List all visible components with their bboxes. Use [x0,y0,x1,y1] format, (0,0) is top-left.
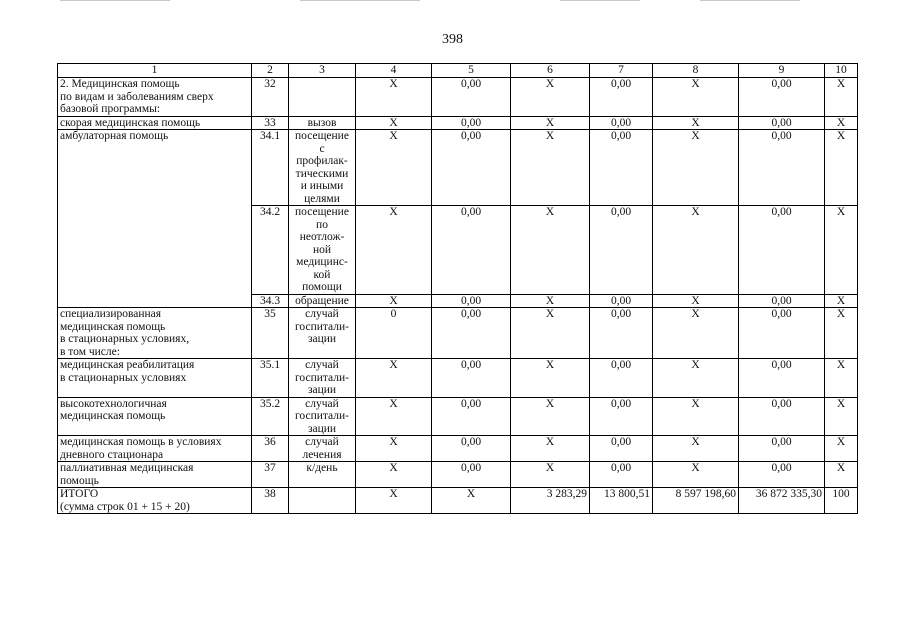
row-unit-text: к/день [306,462,338,474]
table-row [58,116,858,130]
cell-col7: 13 800,51 [590,488,653,514]
cell-col10: 100 [825,488,858,514]
table-row [58,462,858,488]
column-header-3: 3 [289,64,356,78]
column-header-6: 6 [511,64,590,78]
cell-col7: 0,00 [590,130,653,206]
row-name-text: ИТОГО (сумма строк 01 + 15 + 20) [60,488,190,513]
row-unit-text: обращение [295,294,349,307]
cell-col7: 0,00 [590,397,653,436]
cell-col8: X [653,462,739,488]
table-row [58,436,858,462]
cell-col6: X [511,436,590,462]
row-name-text: медицинская реабилитация в стационарных условиях [60,359,195,384]
cell-col8: X [653,397,739,436]
row-unit [289,397,356,436]
cell-col6: X [511,294,590,308]
cell-col5: 0,00 [432,436,511,462]
cell-col10: X [825,206,858,295]
row-name [58,116,252,130]
cell-col9: 0,00 [739,294,825,308]
cell-col7: 0,00 [590,462,653,488]
row-unit [289,130,356,206]
row-unit [289,359,356,398]
row-line-number: 37 [252,462,289,488]
cell-col4: X [356,130,432,206]
cell-col8: X [653,206,739,295]
row-line-number: 34.1 [252,130,289,206]
cell-col8: X [653,436,739,462]
row-unit [289,78,356,117]
cell-col4: X [356,206,432,295]
report-table [57,63,858,514]
cell-col9: 0,00 [739,397,825,436]
cell-col5: 0,00 [432,359,511,398]
cell-col7: 0,00 [590,359,653,398]
row-name [58,308,252,359]
table-row [58,308,858,359]
cell-col5: 0,00 [432,116,511,130]
cell-col5: 0,00 [432,206,511,295]
cell-col4: X [356,78,432,117]
row-unit [289,206,356,295]
cell-col10: X [825,462,858,488]
cell-col6: X [511,462,590,488]
cell-col10: X [825,130,858,206]
cell-col6: 3 283,29 [511,488,590,514]
row-line-number: 36 [252,436,289,462]
cell-col5: 0,00 [432,397,511,436]
column-header-1: 1 [58,64,252,78]
row-name-text: паллиативная медицинская помощь [60,462,194,487]
cell-col4: 0 [356,308,432,359]
cell-col4: X [356,116,432,130]
row-name-text: специализированная медицинская помощь в стационарных условиях, в том числе: [60,308,190,358]
row-unit-text: случай лечения [302,436,342,461]
cell-col8: X [653,308,739,359]
cell-col8: X [653,359,739,398]
cell-col5: 0,00 [432,308,511,359]
cell-col6: X [511,397,590,436]
row-unit-text: случай госпитали- зации [295,397,349,435]
cell-col7: 0,00 [590,308,653,359]
column-header-4: 4 [356,64,432,78]
cell-col9: 0,00 [739,116,825,130]
cell-col6: X [511,206,590,295]
cell-col10: X [825,308,858,359]
row-name [58,359,252,398]
table-row [58,78,858,117]
table-row [58,130,858,206]
cell-col6: X [511,116,590,130]
row-unit [289,436,356,462]
row-line-number: 35.2 [252,397,289,436]
row-name [58,462,252,488]
column-header-10: 10 [825,64,858,78]
cell-col4: X [356,359,432,398]
row-unit [289,462,356,488]
cell-col9: 0,00 [739,359,825,398]
row-unit [289,116,356,130]
cell-col9: 36 872 335,30 [739,488,825,514]
cell-col9: 0,00 [739,436,825,462]
cell-col5: 0,00 [432,294,511,308]
column-header-5: 5 [432,64,511,78]
cell-col8: X [653,78,739,117]
table-row [58,359,858,398]
cell-col7: 0,00 [590,436,653,462]
row-line-number: 35 [252,308,289,359]
column-header-8: 8 [653,64,739,78]
row-name-text: высокотехнологичная медицинская помощь [60,397,167,422]
page-number: 398 [442,32,463,47]
cell-col4: X [356,397,432,436]
cell-col5: 0,00 [432,462,511,488]
row-line-number: 34.3 [252,294,289,308]
cell-col10: X [825,397,858,436]
cell-col6: X [511,78,590,117]
row-unit-text: посещение с профилак- тическими и иными целями [295,130,349,205]
column-header-2: 2 [252,64,289,78]
cell-col7: 0,00 [590,206,653,295]
column-header-7: 7 [590,64,653,78]
row-name [58,436,252,462]
row-name-text: медицинская помощь в условиях дневного стационара [60,436,222,461]
cell-col10: X [825,359,858,398]
row-unit [289,294,356,308]
row-unit-text: посещение по неотлож- ной медицинс- кой помощи [295,206,349,293]
cell-col6: X [511,359,590,398]
row-unit-text: случай госпитали- зации [295,308,349,345]
cell-col9: 0,00 [739,308,825,359]
header-row [58,64,858,78]
row-line-number: 35.1 [252,359,289,398]
table-row [58,397,858,436]
cell-col8: 8 597 198,60 [653,488,739,514]
cell-col9: 0,00 [739,462,825,488]
column-header-9: 9 [739,64,825,78]
row-name [58,130,252,308]
row-unit-text: случай госпитали- зации [295,359,349,396]
row-name-text: амбулаторная помощь [60,130,169,142]
row-name-text: скорая медицинская помощь [60,116,201,129]
row-line-number: 32 [252,78,289,117]
row-line-number: 38 [252,488,289,514]
cell-col6: X [511,308,590,359]
cell-col6: X [511,130,590,206]
cell-col10: X [825,294,858,308]
cell-col5: 0,00 [432,78,511,117]
cell-col10: X [825,78,858,117]
cell-col10: X [825,116,858,130]
cell-col4: X [356,462,432,488]
cell-col7: 0,00 [590,116,653,130]
row-name [58,488,252,514]
row-line-number: 33 [252,116,289,130]
cell-col10: X [825,436,858,462]
cell-col9: 0,00 [739,206,825,295]
cell-col4: X [356,488,432,514]
row-unit [289,308,356,359]
row-name [58,78,252,117]
row-line-number: 34.2 [252,206,289,295]
row-name [58,397,252,436]
cell-col4: X [356,294,432,308]
cell-col5: X [432,488,511,514]
row-unit-text: вызов [307,116,337,129]
cell-col8: X [653,116,739,130]
cell-col5: 0,00 [432,130,511,206]
cell-col8: X [653,294,739,308]
row-unit [289,488,356,514]
scan-edge-marks [0,0,905,3]
cell-col8: X [653,130,739,206]
cell-col4: X [356,436,432,462]
cell-col9: 0,00 [739,78,825,117]
total-row [58,488,858,514]
cell-col7: 0,00 [590,78,653,117]
row-name-text: 2. Медицинская помощь по видам и заболеваниям сверх базовой программы: [60,78,214,115]
cell-col9: 0,00 [739,130,825,206]
cell-col7: 0,00 [590,294,653,308]
